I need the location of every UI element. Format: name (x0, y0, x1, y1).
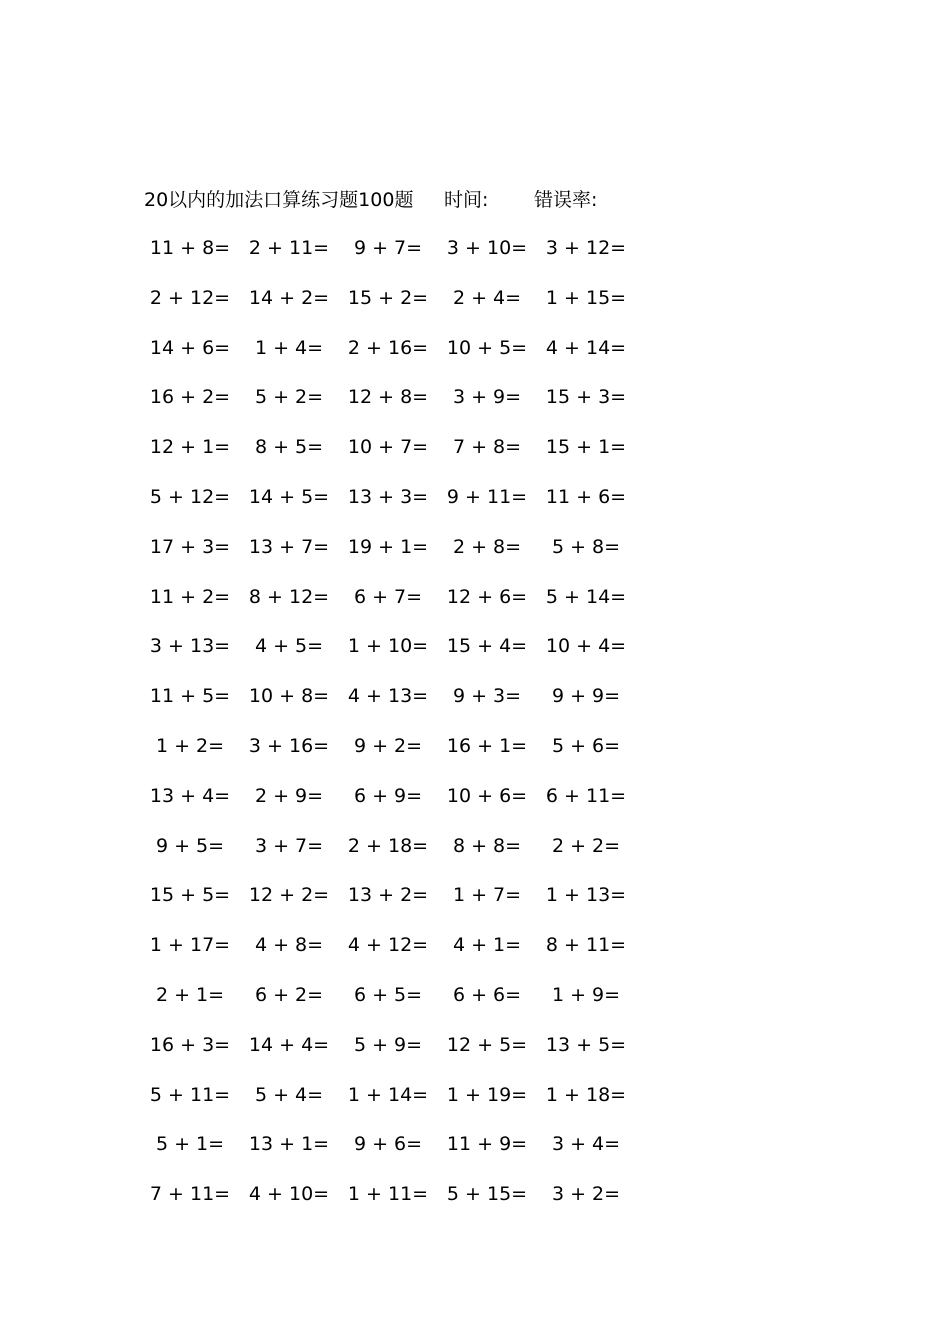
problem-item: 7 + 11= (149, 1183, 231, 1206)
problem-item: 8 + 11= (545, 934, 627, 957)
problem-item: 11 + 9= (446, 1133, 528, 1156)
problem-item: 4 + 5= (254, 635, 324, 658)
problem-row (140, 481, 640, 531)
error-rate-label: 错误率: (534, 189, 598, 211)
problem-item: 1 + 18= (545, 1083, 627, 1106)
problem-item: 16 + 3= (149, 1033, 231, 1056)
problem-item: 14 + 6= (149, 336, 231, 359)
problem-item: 13 + 3= (347, 485, 429, 508)
problem-item: 4 + 13= (347, 685, 429, 708)
problem-item: 2 + 18= (347, 834, 429, 857)
problem-item: 3 + 7= (254, 834, 324, 857)
problem-row (140, 1128, 640, 1178)
problem-item: 10 + 6= (446, 784, 528, 807)
problem-item: 1 + 15= (545, 286, 627, 309)
problem-row (140, 680, 640, 730)
problem-item: 15 + 2= (347, 286, 429, 309)
problem-row (140, 282, 640, 332)
problem-row (140, 979, 640, 1029)
problem-item: 15 + 5= (149, 884, 231, 907)
problem-item: 5 + 9= (353, 1033, 423, 1056)
problem-item: 10 + 8= (248, 685, 330, 708)
problem-item: 12 + 8= (347, 386, 429, 409)
problem-item: 10 + 5= (446, 336, 528, 359)
problem-item: 7 + 8= (452, 436, 522, 459)
problem-item: 2 + 16= (347, 336, 429, 359)
problem-row (140, 581, 640, 631)
problem-item: 11 + 8= (149, 237, 231, 259)
problem-item: 2 + 9= (254, 784, 324, 807)
problem-item: 13 + 1= (248, 1133, 330, 1156)
problem-item: 6 + 7= (353, 585, 423, 608)
problem-item: 4 + 12= (347, 934, 429, 957)
problem-item: 4 + 14= (545, 336, 627, 359)
problem-item: 4 + 10= (248, 1183, 330, 1206)
problem-item: 9 + 6= (353, 1133, 423, 1156)
problem-item: 9 + 11= (446, 485, 528, 508)
problem-item: 16 + 1= (446, 734, 528, 757)
worksheet-header (144, 186, 598, 214)
problem-item: 5 + 14= (545, 585, 627, 608)
problem-row (140, 332, 640, 382)
problem-item: 6 + 9= (353, 784, 423, 807)
problem-item: 1 + 9= (551, 983, 621, 1006)
problem-row (140, 929, 640, 979)
problem-item: 8 + 8= (452, 834, 522, 857)
worksheet-title: 20以内的加法口算练习题100题 (144, 189, 414, 211)
problem-item: 1 + 19= (446, 1083, 528, 1106)
problem-item: 1 + 11= (347, 1183, 429, 1206)
problem-row (140, 780, 640, 830)
problem-row (140, 630, 640, 680)
problem-item: 5 + 2= (254, 386, 324, 409)
problem-item: 1 + 14= (347, 1083, 429, 1106)
problem-item: 2 + 2= (551, 834, 621, 857)
problem-row (140, 1029, 640, 1079)
problem-item: 19 + 1= (347, 535, 429, 558)
problem-item: 14 + 2= (248, 286, 330, 309)
problem-item: 14 + 5= (248, 485, 330, 508)
problem-item: 8 + 5= (254, 436, 324, 459)
problem-item: 9 + 9= (551, 685, 621, 708)
problem-row (140, 830, 640, 880)
problem-item: 15 + 1= (545, 436, 627, 459)
problem-item: 1 + 7= (452, 884, 522, 907)
problem-row (140, 381, 640, 431)
problem-item: 3 + 13= (149, 635, 231, 658)
problem-item: 3 + 10= (446, 237, 528, 259)
problem-item: 5 + 6= (551, 734, 621, 757)
problem-item: 3 + 12= (545, 237, 627, 259)
problem-grid (140, 232, 640, 1228)
problem-item: 10 + 7= (347, 436, 429, 459)
problem-item: 17 + 3= (149, 535, 231, 558)
problem-item: 12 + 1= (149, 436, 231, 459)
problem-item: 5 + 4= (254, 1083, 324, 1106)
problem-item: 1 + 17= (149, 934, 231, 957)
problem-row (140, 531, 640, 581)
problem-row (140, 232, 640, 282)
problem-item: 2 + 1= (155, 983, 225, 1006)
problem-item: 2 + 12= (149, 286, 231, 309)
problem-item: 12 + 2= (248, 884, 330, 907)
problem-item: 10 + 4= (545, 635, 627, 658)
time-label: 时间: (444, 189, 489, 211)
problem-item: 9 + 5= (155, 834, 225, 857)
problem-item: 13 + 7= (248, 535, 330, 558)
problem-item: 3 + 4= (551, 1133, 621, 1156)
problem-item: 5 + 1= (155, 1133, 225, 1156)
problem-row (140, 1178, 640, 1228)
problem-item: 11 + 2= (149, 585, 231, 608)
problem-item: 11 + 5= (149, 685, 231, 708)
problem-item: 2 + 11= (248, 237, 330, 259)
problem-item: 1 + 2= (155, 734, 225, 757)
problem-item: 9 + 2= (353, 734, 423, 757)
problem-item: 1 + 10= (347, 635, 429, 658)
problem-item: 3 + 9= (452, 386, 522, 409)
problem-item: 4 + 1= (452, 934, 522, 957)
problem-row (140, 730, 640, 780)
problem-item: 5 + 11= (149, 1083, 231, 1106)
problem-item: 9 + 3= (452, 685, 522, 708)
problem-item: 13 + 5= (545, 1033, 627, 1056)
problem-item: 3 + 16= (248, 734, 330, 757)
problem-item: 13 + 4= (149, 784, 231, 807)
problem-item: 6 + 2= (254, 983, 324, 1006)
problem-row (140, 1079, 640, 1129)
problem-item: 5 + 15= (446, 1183, 528, 1206)
problem-item: 1 + 13= (545, 884, 627, 907)
problem-item: 14 + 4= (248, 1033, 330, 1056)
problem-item: 9 + 7= (353, 237, 423, 259)
problem-item: 1 + 4= (254, 336, 324, 359)
problem-item: 13 + 2= (347, 884, 429, 907)
problem-item: 5 + 12= (149, 485, 231, 508)
problem-row (140, 879, 640, 929)
problem-item: 6 + 5= (353, 983, 423, 1006)
problem-item: 11 + 6= (545, 485, 627, 508)
problem-item: 2 + 4= (452, 286, 522, 309)
problem-item: 6 + 6= (452, 983, 522, 1006)
problem-item: 2 + 8= (452, 535, 522, 558)
problem-item: 12 + 6= (446, 585, 528, 608)
problem-row (140, 431, 640, 481)
problem-item: 12 + 5= (446, 1033, 528, 1056)
problem-item: 8 + 12= (248, 585, 330, 608)
problem-item: 5 + 8= (551, 535, 621, 558)
problem-item: 3 + 2= (551, 1183, 621, 1206)
problem-item: 15 + 3= (545, 386, 627, 409)
problem-item: 4 + 8= (254, 934, 324, 957)
problem-item: 15 + 4= (446, 635, 528, 658)
problem-item: 6 + 11= (545, 784, 627, 807)
problem-item: 16 + 2= (149, 386, 231, 409)
